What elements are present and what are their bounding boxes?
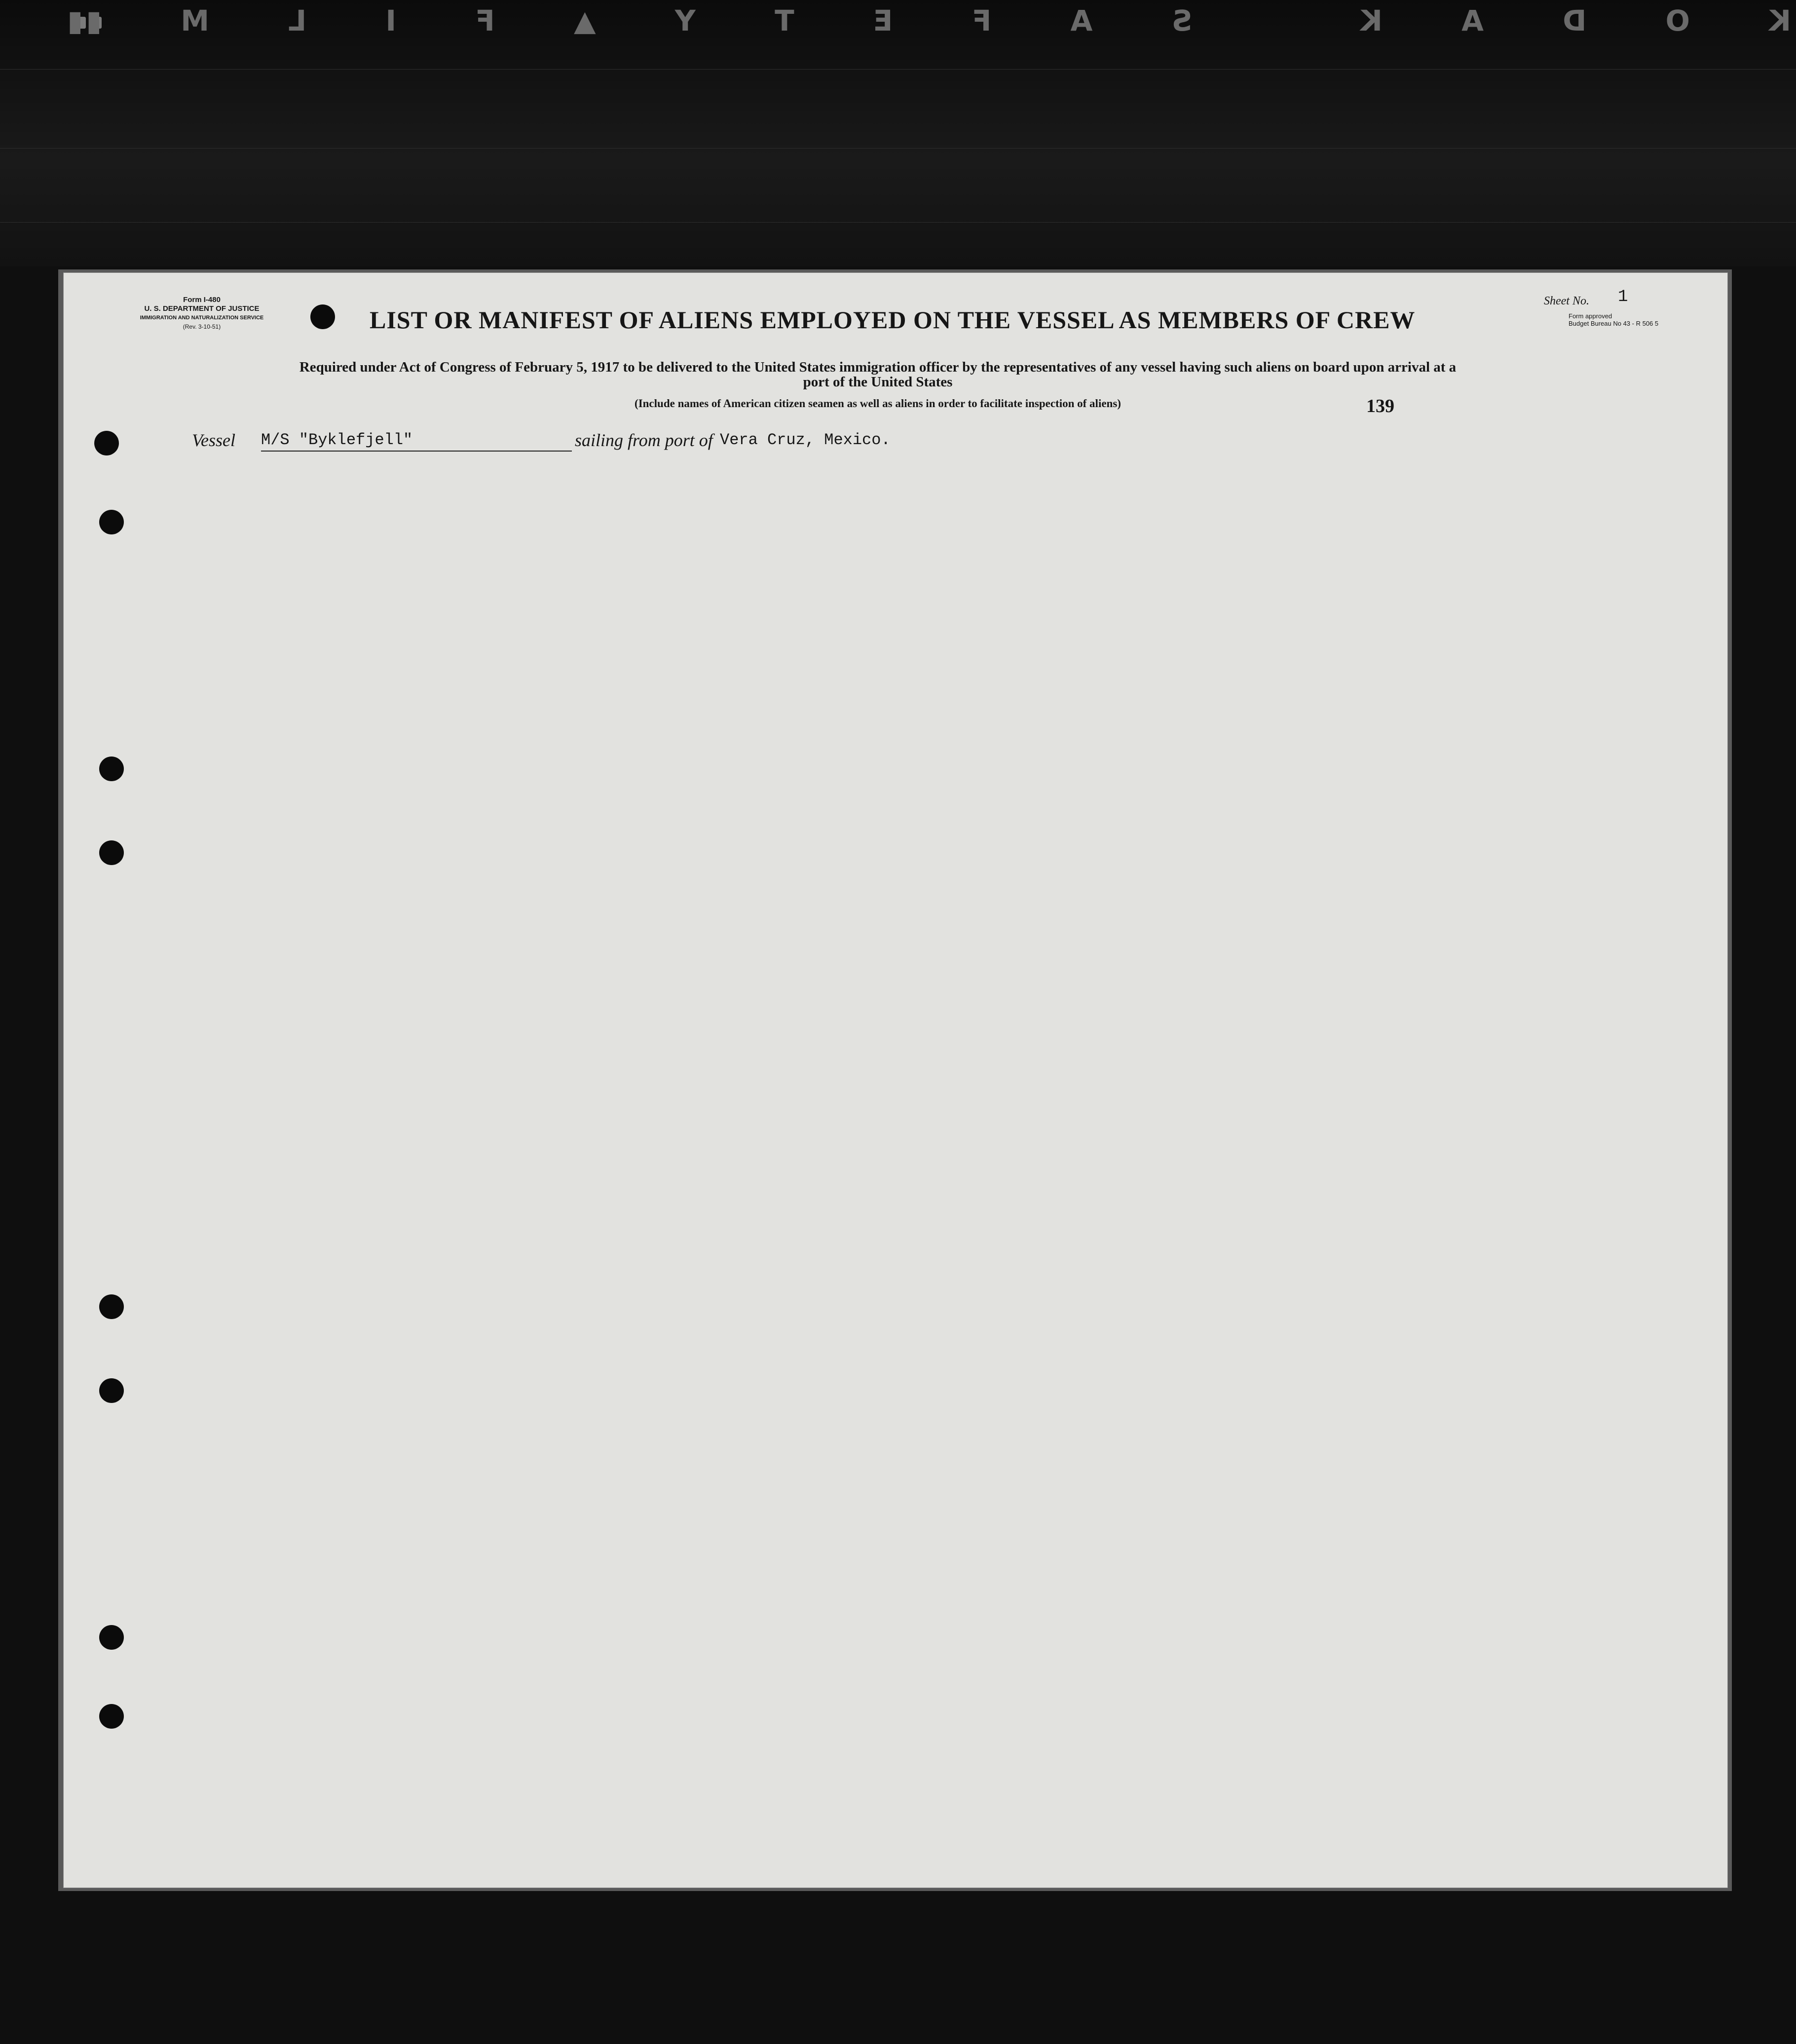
punch-hole bbox=[99, 1704, 124, 1729]
film-strip-edge bbox=[0, 0, 1796, 266]
manifest-sheet bbox=[63, 272, 1728, 1888]
department: U. S. DEPARTMENT OF JUSTICE bbox=[144, 304, 260, 313]
revision: (Rev. 3-10-51) bbox=[183, 323, 221, 330]
required-notice: Required under Act of Congress of February 5, 1917 to be delivered to the United States immigration officer by the representatives of any vessel having such aliens on board upon arrival at a port of the United States bbox=[299, 359, 1457, 390]
vessel-name: M/S "Byklefjell" bbox=[261, 431, 413, 449]
punch-hole bbox=[310, 304, 335, 329]
punch-hole bbox=[99, 510, 124, 534]
sheet-number: 1 bbox=[1618, 288, 1628, 306]
punch-hole bbox=[99, 1294, 124, 1319]
punch-hole bbox=[99, 757, 124, 781]
form-number: Form I-480 bbox=[183, 296, 221, 304]
document-title: LIST OR MANIFEST OF ALIENS EMPLOYED ON THE VESSEL AS MEMBERS OF CREW bbox=[370, 306, 1416, 334]
vessel-label: Vessel bbox=[192, 430, 235, 450]
punch-hole bbox=[99, 1378, 124, 1403]
punch-hole bbox=[99, 1625, 124, 1650]
stamp-number: 139 bbox=[1366, 396, 1394, 416]
sailing-label: sailing from port of bbox=[575, 430, 713, 450]
film-edge-text: K O D A K S A F E T Y ▲ F I L M ▮▮ bbox=[64, 4, 1791, 38]
include-note: (Include names of American citizen seamen as well as aliens in order to facilitate inspection of aliens) bbox=[635, 397, 1121, 410]
form-block bbox=[138, 296, 266, 331]
punch-hole bbox=[99, 840, 124, 865]
form-approved: Form approved Budget Bureau No 43 - R 506 5 bbox=[1569, 312, 1659, 327]
service-name: IMMIGRATION AND NATURALIZATION SERVICE bbox=[140, 315, 264, 321]
sheet-label: Sheet No. bbox=[1544, 295, 1589, 307]
port-of-sailing: Vera Cruz, Mexico. bbox=[720, 431, 891, 449]
punch-hole bbox=[94, 431, 119, 455]
